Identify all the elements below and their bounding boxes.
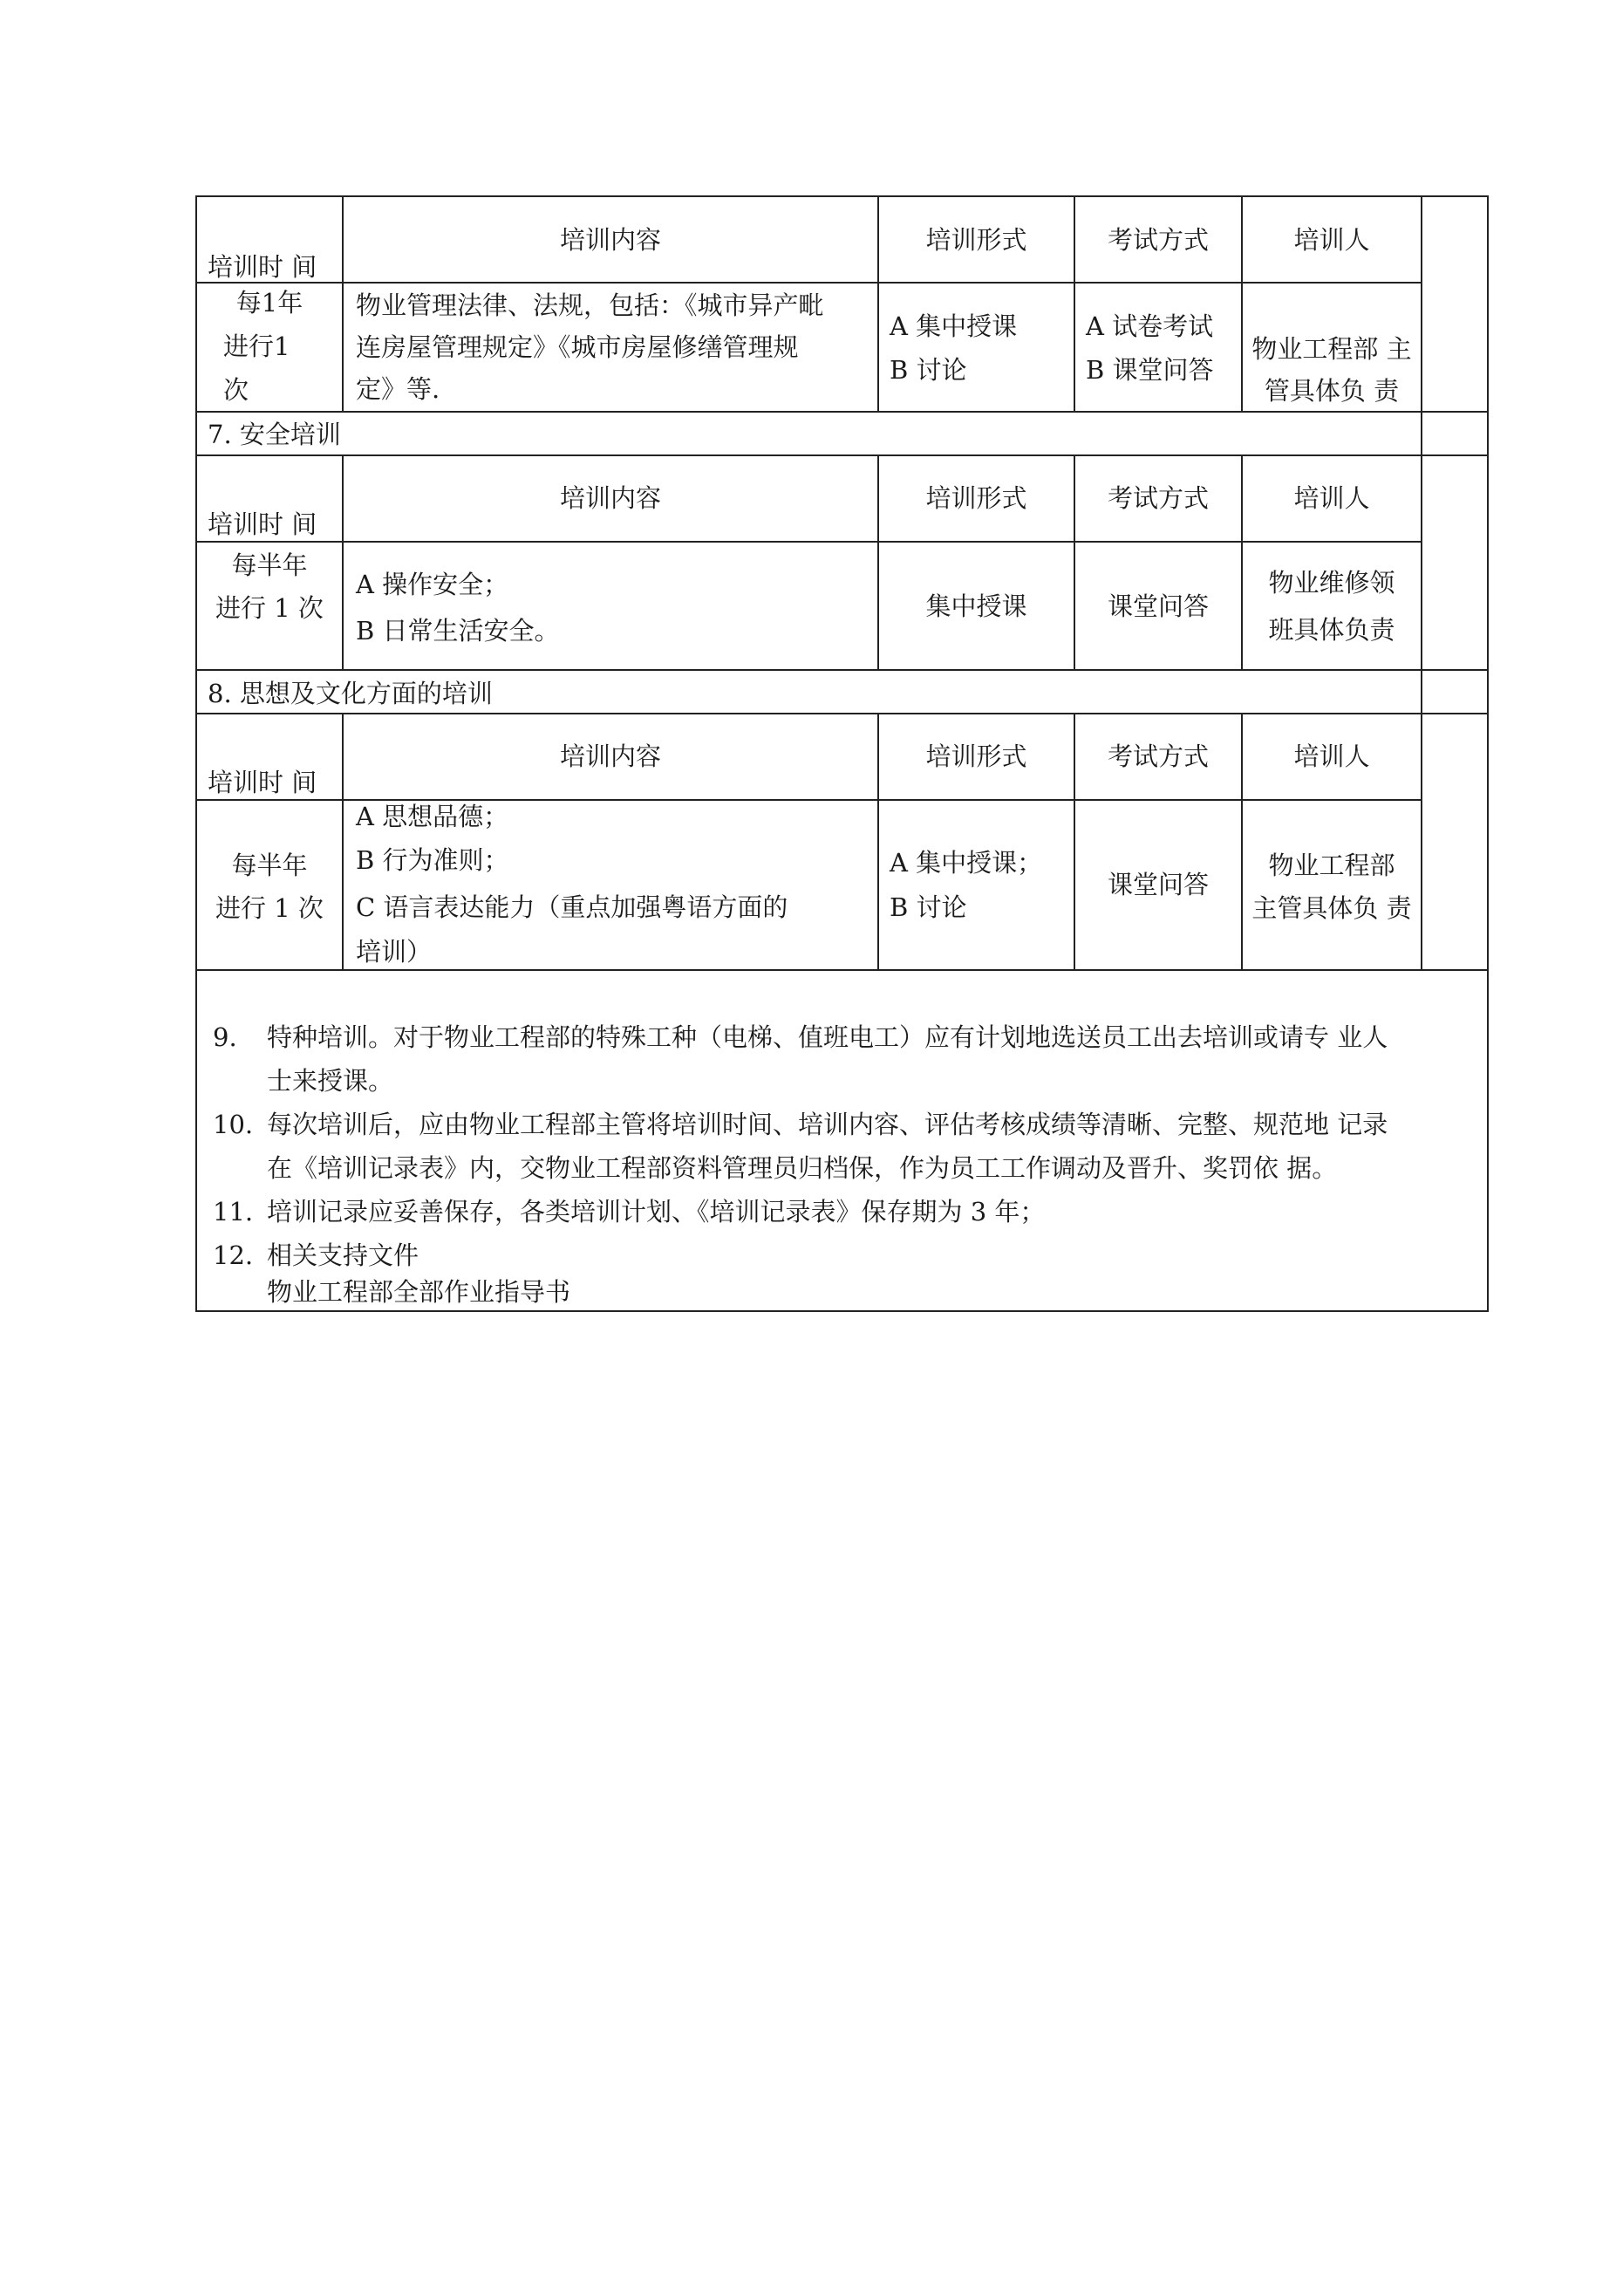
block1-form-line: A 集中授课 [890, 311, 1018, 341]
rule-top [195, 195, 1489, 197]
note-number: 10. [213, 1110, 254, 1139]
block1-content-line: 连房屋管理规定》《城市房屋修缮管理规 [356, 332, 799, 362]
note-number: 12. [213, 1240, 254, 1270]
header-training-content: 培训内容 [559, 741, 661, 771]
rule-sec7-bottom [195, 454, 1489, 456]
block3-content-line: B 行为准则； [356, 845, 509, 875]
block3-trainer-line: 物业工程部 [1268, 851, 1395, 880]
header-training-form: 培训形式 [925, 225, 1027, 255]
block1-time-line: 进行1 [223, 331, 290, 361]
note-line: 特种培训。对于物业工程部的特殊工种（电梯、值班电工）应有计划地选送员工出去培训或请专 业人 [267, 1022, 1388, 1052]
rule-header1-bottom [195, 282, 1421, 284]
note-number: 11. [213, 1197, 254, 1227]
header-exam-method: 考试方式 [1107, 225, 1209, 255]
rule-sec8-bottom [195, 713, 1489, 714]
block1-content-line: 物业管理法律、法规，包括：《城市异产毗 [356, 290, 824, 320]
block2-trainer-line: 班具体负责 [1268, 615, 1395, 645]
block2-time-line: 每半年 [231, 550, 308, 580]
block2-content-line: B 日常生活安全。 [356, 616, 560, 646]
block1-time-line: 每1年 [235, 288, 303, 318]
header-trainer: 培训人 [1293, 225, 1370, 255]
block3-time-line: 进行 1 次 [215, 893, 324, 923]
header-exam-method: 考试方式 [1107, 741, 1209, 771]
note-line: 每次培训后，应由物业工程部主管将培训时间、培训内容、评估考核成绩等清晰、完整、规范地 记录 [267, 1110, 1388, 1139]
header-trainer: 培训人 [1293, 483, 1370, 513]
rule-block3-bottom [195, 969, 1489, 971]
block2-content-line: A 操作安全； [356, 570, 509, 599]
rule-block2-bottom [195, 669, 1489, 671]
block1-trainer-line: 管具体负 责 [1264, 376, 1400, 406]
note-line: 士来授课。 [267, 1066, 394, 1096]
rule-header2-bottom [195, 541, 1421, 543]
section-7-title: 7. 安全培训 [208, 420, 341, 449]
header-trainer: 培训人 [1293, 741, 1370, 771]
block1-exam-line: B 课堂问答 [1086, 355, 1214, 385]
block2-trainer-line: 物业维修领 [1268, 568, 1395, 598]
note-line: 在《培训记录表》内，交物业工程部资料管理员归档保，作为员工工作调动及晋升、奖罚依 据。 [267, 1153, 1338, 1183]
rule-right [1487, 195, 1489, 1312]
section-8-title: 8. 思想及文化方面的培训 [208, 679, 493, 708]
rule-block1-bottom [195, 411, 1489, 413]
header-exam-method: 考试方式 [1107, 483, 1209, 513]
header-training-time: 培训时 间 [208, 768, 317, 797]
block1-trainer-line: 物业工程部 主 [1251, 334, 1412, 364]
block3-exam: 课堂问答 [1107, 870, 1209, 899]
block3-content-line: A 思想品德； [356, 802, 509, 831]
note-line: 培训记录应妥善保存，各类培训计划、《培训记录表》保存期为 3 年； [267, 1197, 1046, 1227]
block2-exam: 课堂问答 [1107, 591, 1209, 621]
block2-form: 集中授课 [925, 591, 1027, 621]
rule-left [195, 195, 197, 1312]
block1-exam-line: A 试卷考试 [1086, 311, 1214, 341]
block3-content-line: 培训） [356, 937, 433, 967]
block3-form-line: A 集中授课； [890, 848, 1043, 878]
header-training-form: 培训形式 [925, 483, 1027, 513]
note-number: 9. [213, 1022, 237, 1052]
header-training-time: 培训时 间 [208, 509, 317, 539]
header-training-time: 培训时 间 [208, 252, 317, 282]
note-line: 相关支持文件 [267, 1240, 419, 1270]
header-training-content: 培训内容 [559, 483, 661, 513]
block3-trainer-line: 主管具体负 责 [1251, 893, 1412, 923]
block1-time-line: 次 [223, 375, 249, 405]
rule-right-inner [1421, 195, 1422, 971]
header-training-content: 培训内容 [559, 225, 661, 255]
header-training-form: 培训形式 [925, 741, 1027, 771]
block1-form-line: B 讨论 [890, 355, 967, 385]
block2-time-line: 进行 1 次 [215, 593, 324, 623]
block3-time-line: 每半年 [231, 851, 308, 880]
block3-form-line: B 讨论 [890, 892, 967, 922]
block1-content-line: 定》等. [356, 374, 440, 404]
block3-content-line: C 语言表达能力（重点加强粤语方面的 [356, 892, 788, 922]
note-line: 物业工程部全部作业指导书 [267, 1277, 571, 1307]
